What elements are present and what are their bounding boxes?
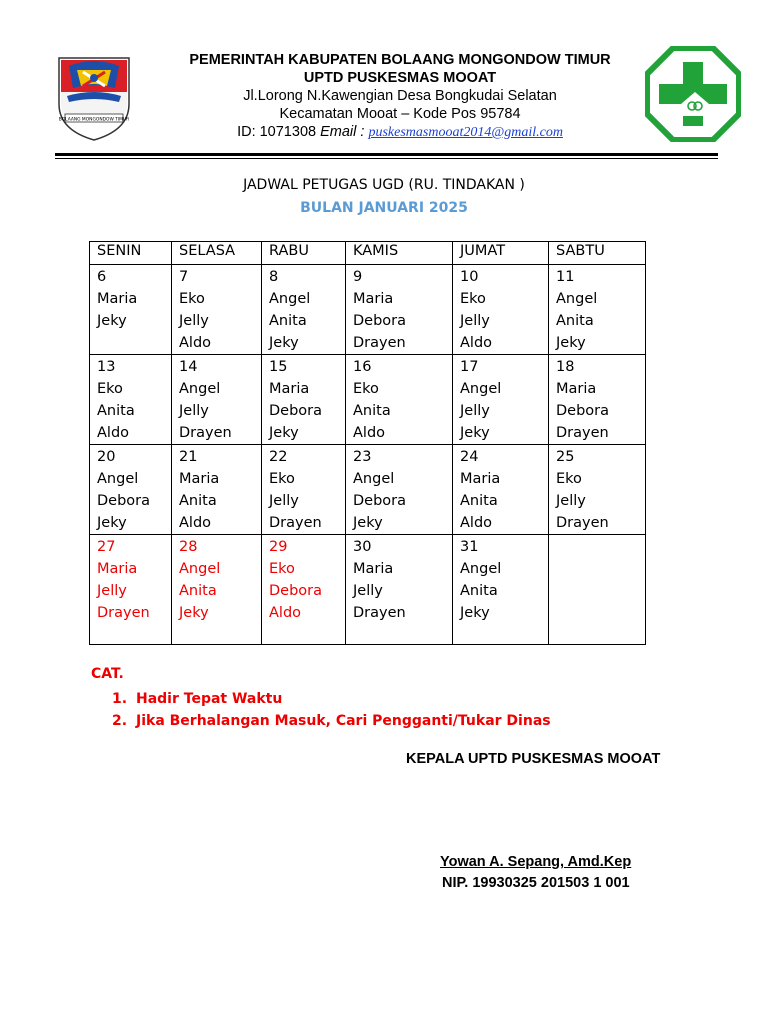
table-header-row	[90, 242, 646, 265]
staff-name: Eko	[97, 381, 123, 397]
district-line: Kecamatan Mooat – Kode Pos 95784	[279, 106, 521, 122]
date-number: 9	[353, 269, 363, 285]
staff-name: Angel	[353, 471, 395, 487]
day-header-rabu: RABU	[262, 242, 346, 265]
staff-name: Drayen	[97, 605, 150, 621]
day-header-sabtu: SABTU	[549, 242, 646, 265]
staff-name: Jelly	[460, 313, 490, 329]
schedule-table	[89, 241, 646, 645]
staff-name: Angel	[556, 291, 598, 307]
date-number: 6	[97, 269, 107, 285]
institution-name: UPTD PUSKESMAS MOOAT	[303, 70, 497, 86]
day-header-jumat: JUMAT	[453, 242, 549, 265]
signatory-nip: NIP. 19930325 201503 1 001	[442, 875, 630, 891]
address-line: Jl.Lorong N.Kawengian Desa Bongkudai Selatan	[243, 88, 557, 104]
day-header-kamis: KAMIS	[346, 242, 453, 265]
staff-name: Aldo	[460, 515, 493, 531]
staff-name: Aldo	[353, 425, 386, 441]
day-cell	[346, 265, 453, 355]
date-number: 21	[179, 449, 198, 465]
notes-list	[112, 688, 551, 732]
staff-name: Eko	[460, 291, 486, 307]
date-number: 17	[460, 359, 479, 375]
day-cell	[346, 535, 453, 645]
staff-name: Jelly	[179, 313, 209, 329]
staff-name: Maria	[556, 381, 597, 397]
signatory-name: Yowan A. Sepang, Amd.Kep	[440, 854, 632, 870]
staff-name: Drayen	[269, 515, 322, 531]
staff-name: Jelly	[353, 583, 383, 599]
date-number: 7	[179, 269, 189, 285]
date-number: 15	[269, 359, 288, 375]
day-cell	[453, 445, 549, 535]
staff-name: Jelly	[179, 403, 209, 419]
government-name: PEMERINTAH KABUPATEN BOLAANG MONGONDOW TIMUR	[189, 52, 611, 68]
day-cell	[453, 265, 549, 355]
staff-name: Aldo	[97, 425, 130, 441]
day-cell	[172, 355, 262, 445]
staff-name: Aldo	[460, 335, 493, 351]
staff-name: Maria	[97, 561, 138, 577]
document-subtitle: BULAN JANUARI 2025	[300, 200, 468, 216]
signatory-title: KEPALA UPTD PUSKESMAS MOOAT	[406, 751, 661, 767]
date-number: 10	[460, 269, 479, 285]
date-number: 27	[97, 539, 116, 555]
day-cell	[453, 355, 549, 445]
date-number: 25	[556, 449, 575, 465]
day-cell	[90, 355, 172, 445]
day-cell	[549, 445, 646, 535]
day-cell	[90, 445, 172, 535]
day-cell	[90, 265, 172, 355]
day-cell	[262, 445, 346, 535]
note-item: 2. Jika Berhalangan Masuk, Cari Pengganti/Tukar Dinas	[112, 713, 551, 729]
staff-name: Maria	[269, 381, 310, 397]
staff-name: Jeky	[269, 335, 299, 351]
staff-name: Anita	[179, 583, 217, 599]
date-number: 11	[556, 269, 575, 285]
day-cell	[549, 265, 646, 355]
staff-name: Maria	[353, 291, 394, 307]
header-divider	[55, 153, 718, 156]
staff-name: Drayen	[179, 425, 232, 441]
date-number: 28	[179, 539, 198, 555]
date-number: 30	[353, 539, 372, 555]
day-cell	[262, 355, 346, 445]
staff-name: Jeky	[97, 313, 127, 329]
staff-name: Eko	[179, 291, 205, 307]
header-divider-thin	[55, 158, 718, 159]
contact-line	[150, 124, 650, 141]
staff-name: Maria	[353, 561, 394, 577]
staff-name: Drayen	[556, 425, 609, 441]
staff-name: Maria	[179, 471, 220, 487]
puskesmas-logo	[645, 46, 741, 142]
week-row	[90, 445, 646, 535]
note-text: Jika Berhalangan Masuk, Cari Pengganti/Tukar Dinas	[136, 713, 551, 729]
day-cell	[549, 355, 646, 445]
day-cell	[549, 535, 646, 645]
note-item: 1. Hadir Tepat Waktu	[112, 691, 283, 707]
staff-name: Anita	[556, 313, 594, 329]
document-title: JADWAL PETUGAS UGD (RU. TINDAKAN )	[243, 177, 525, 193]
staff-name: Aldo	[179, 335, 212, 351]
staff-name: Debora	[269, 403, 323, 419]
staff-name: Jeky	[556, 335, 586, 351]
day-cell	[346, 355, 453, 445]
staff-name: Angel	[97, 471, 139, 487]
staff-name: Jeky	[460, 605, 490, 621]
day-header-senin: SENIN	[90, 242, 172, 265]
staff-name: Anita	[179, 493, 217, 509]
staff-name: Jeky	[353, 515, 383, 531]
date-number: 22	[269, 449, 288, 465]
week-row	[90, 535, 646, 645]
date-number: 24	[460, 449, 479, 465]
date-number: 18	[556, 359, 575, 375]
staff-name: Anita	[460, 493, 498, 509]
staff-name: Jeky	[179, 605, 209, 621]
email-link[interactable]: puskesmasmooat2014@gmail.com	[368, 125, 563, 140]
day-cell	[172, 535, 262, 645]
staff-name: Angel	[179, 561, 221, 577]
day-cell	[453, 535, 549, 645]
day-cell	[262, 265, 346, 355]
staff-name: Debora	[353, 493, 407, 509]
staff-name: Drayen	[353, 605, 406, 621]
day-cell	[172, 445, 262, 535]
staff-name: Debora	[269, 583, 323, 599]
day-cell	[90, 535, 172, 645]
staff-name: Debora	[353, 313, 407, 329]
staff-name: Debora	[97, 493, 151, 509]
email-label: Email :	[320, 124, 369, 140]
day-cell	[346, 445, 453, 535]
staff-name: Maria	[97, 291, 138, 307]
staff-name: Anita	[353, 403, 391, 419]
staff-name: Anita	[460, 583, 498, 599]
date-number: 13	[97, 359, 116, 375]
staff-name: Eko	[269, 471, 295, 487]
staff-name: Anita	[97, 403, 135, 419]
staff-name: Maria	[460, 471, 501, 487]
date-number: 31	[460, 539, 479, 555]
day-cell	[262, 535, 346, 645]
date-number: 23	[353, 449, 372, 465]
staff-name: Drayen	[556, 515, 609, 531]
staff-name: Angel	[269, 291, 311, 307]
staff-name: Eko	[556, 471, 582, 487]
staff-name: Eko	[353, 381, 379, 397]
staff-name: Eko	[269, 561, 295, 577]
note-text: Hadir Tepat Waktu	[136, 691, 283, 707]
day-cell	[172, 265, 262, 355]
emblem-banner-text: BOLAANG MONGONDOW TIMUR	[58, 117, 130, 123]
date-number: 16	[353, 359, 372, 375]
staff-name: Jeky	[269, 425, 299, 441]
staff-name: Jelly	[97, 583, 127, 599]
id-label: ID: 1071308	[237, 124, 321, 140]
staff-name: Jelly	[460, 403, 490, 419]
week-row	[90, 355, 646, 445]
week-row	[90, 265, 646, 355]
date-number: 29	[269, 539, 288, 555]
staff-name: Jeky	[97, 515, 127, 531]
staff-name: Angel	[460, 561, 502, 577]
notes-label: CAT.	[91, 666, 124, 682]
staff-name: Drayen	[353, 335, 406, 351]
date-number: 8	[269, 269, 279, 285]
staff-name: Anita	[269, 313, 307, 329]
staff-name: Jeky	[460, 425, 490, 441]
staff-name: Jelly	[269, 493, 299, 509]
staff-name: Aldo	[269, 605, 302, 621]
staff-name: Jelly	[556, 493, 586, 509]
regency-emblem-logo	[55, 52, 133, 142]
date-number: 20	[97, 449, 116, 465]
day-header-selasa: SELASA	[172, 242, 262, 265]
staff-name: Angel	[460, 381, 502, 397]
staff-name: Aldo	[179, 515, 212, 531]
date-number: 14	[179, 359, 198, 375]
staff-name: Debora	[556, 403, 610, 419]
staff-name: Angel	[179, 381, 221, 397]
